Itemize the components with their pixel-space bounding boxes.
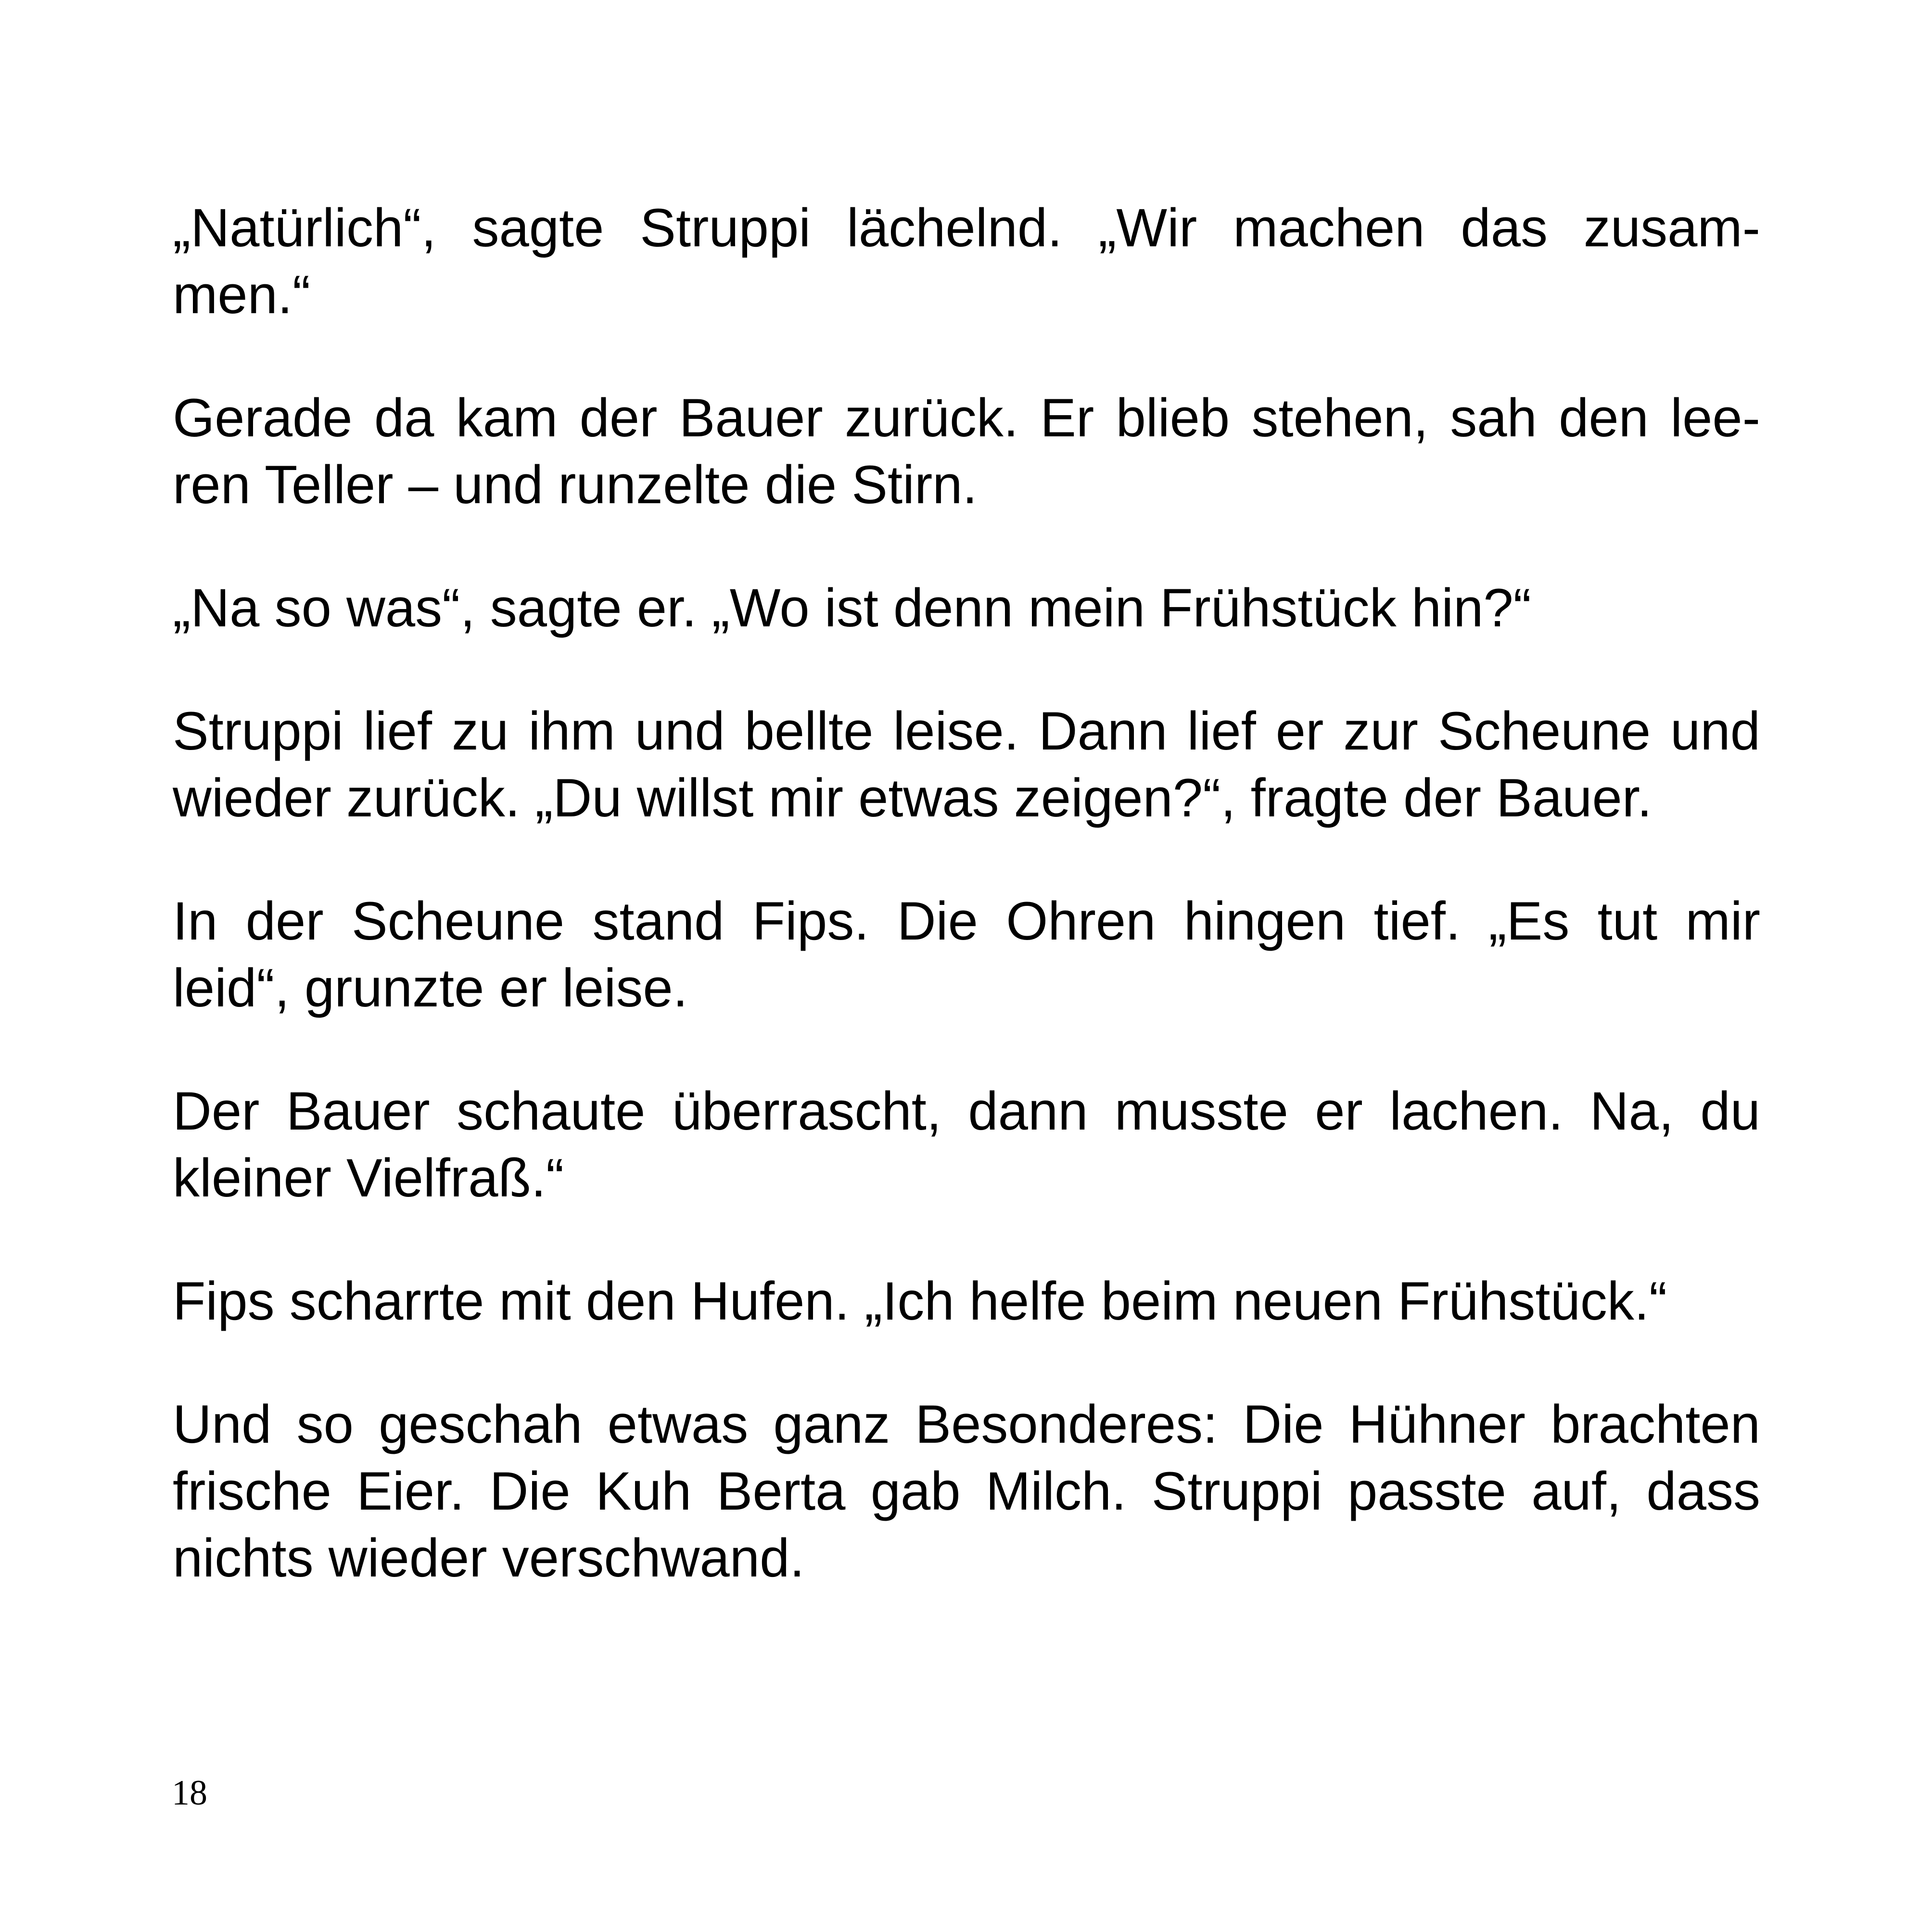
paragraph-2 bbox=[173, 384, 1760, 518]
paragraph-8-line-1: Und so geschah etwas ganz Besonderes: Die Hühner brachten bbox=[173, 1394, 1760, 1454]
paragraph-3 bbox=[173, 574, 1760, 641]
paragraph-5-line-1: In der Scheune stand Fips. Die Ohren hingen tief. „Es tut mir bbox=[173, 891, 1760, 951]
paragraph-4 bbox=[173, 698, 1760, 831]
paragraph-7-line-1: Fips scharrte mit den Hufen. „Ich helfe beim neuen Frühstück.“ bbox=[173, 1271, 1667, 1331]
paragraph-1-line-1: „Natürlich“, sagte Struppi lächelnd. „Wir machen das zusam- bbox=[173, 198, 1760, 258]
paragraph-6 bbox=[173, 1078, 1760, 1211]
paragraph-8-line-3: nichts wieder verschwand. bbox=[173, 1528, 805, 1588]
paragraph-5 bbox=[173, 888, 1760, 1021]
paragraph-1 bbox=[173, 194, 1760, 328]
paragraph-6-line-1: Der Bauer schaute überrascht, dann musste er lachen. Na, du bbox=[173, 1081, 1760, 1141]
page-number: 18 bbox=[172, 1773, 207, 1813]
paragraph-4-line-1: Struppi lief zu ihm und bellte leise. Dann lief er zur Scheune und bbox=[173, 701, 1760, 761]
paragraph-8-line-2: frische Eier. Die Kuh Berta gab Milch. Struppi passte auf, dass bbox=[173, 1461, 1760, 1521]
paragraph-3-line-1: „Na so was“, sagte er. „Wo ist denn mein Frühstück hin?“ bbox=[173, 578, 1531, 638]
paragraph-6-line-2: kleiner Vielfraß.“ bbox=[173, 1148, 564, 1208]
paragraph-5-line-2: leid“, grunzte er leise. bbox=[173, 958, 688, 1018]
paragraph-4-line-2: wieder zurück. „Du willst mir etwas zeigen?“, fragte der Bauer. bbox=[173, 768, 1652, 828]
paragraph-1-line-2: men.“ bbox=[173, 265, 311, 325]
paragraph-7 bbox=[173, 1268, 1760, 1335]
paragraph-2-line-1: Gerade da kam der Bauer zurück. Er blieb stehen, sah den lee- bbox=[173, 388, 1760, 448]
paragraph-2-line-2: ren Teller – und runzelte die Stirn. bbox=[173, 455, 978, 515]
paragraph-8 bbox=[173, 1391, 1760, 1591]
story-text bbox=[173, 194, 1760, 1591]
